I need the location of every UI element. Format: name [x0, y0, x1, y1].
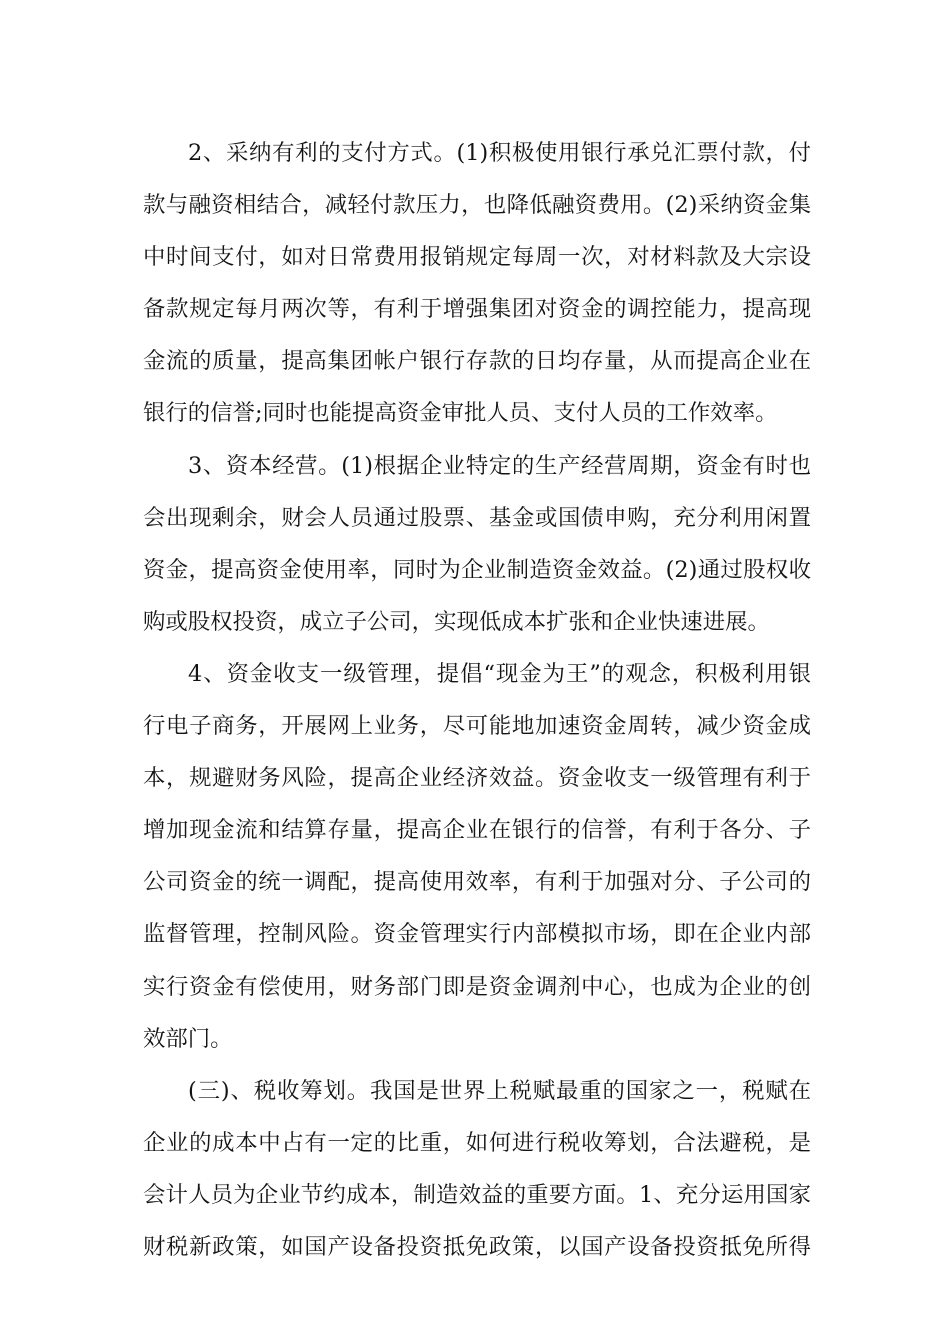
paragraph-2-line-2: 会出现剩余，财会人员通过股票、基金或国债申购，充分利用闲置	[143, 504, 811, 531]
paragraph-4-line-2: 企业的成本中占有一定的比重，如何进行税收筹划，合法避税，是	[143, 1129, 811, 1156]
paragraph-1-line-5: 金流的质量，提高集团帐户银行存款的日均存量，从而提高企业在	[143, 348, 811, 375]
paragraph-2-line-4: 购或股权投资，成立子公司，实现低成本扩张和企业快速进展。	[143, 608, 770, 635]
body-text	[143, 127, 811, 1273]
paragraph-3-line-4: 增加现金流和结算存量，提高企业在银行的信誉，有利于各分、子	[143, 817, 811, 844]
paragraph-1-line-6: 银行的信誉;同时也能提高资金审批人员、支付人员的工作效率。	[143, 400, 778, 427]
paragraph-3-line-6: 监督管理，控制风险。资金管理实行内部模拟市场，即在企业内部	[143, 921, 811, 948]
paragraph-4-line-1: (三)、税收筹划。我国是世界上税赋最重的国家之一，税赋在	[188, 1077, 811, 1104]
paragraph-4-line-3: 会计人员为企业节约成本，制造效益的重要方面。1、充分运用国家	[143, 1181, 811, 1208]
paragraph-2-line-1: 3、资本经营。(1)根据企业特定的生产经营周期，资金有时也	[188, 452, 811, 479]
paragraph-4-line-4: 财税新政策，如国产设备投资抵免政策，以国产设备投资抵免所得	[143, 1233, 811, 1260]
paragraph-3-line-7: 实行资金有偿使用，财务部门即是资金调剂中心，也成为企业的创	[143, 973, 811, 1000]
paragraph-1-line-2: 款与融资相结合，减轻付款压力，也降低融资费用。(2)采纳资金集	[143, 192, 811, 219]
paragraph-3-line-2: 行电子商务，开展网上业务，尽可能地加速资金周转，减少资金成	[143, 713, 811, 740]
paragraph-1-line-1: 2、采纳有利的支付方式。(1)积极使用银行承兑汇票付款，付	[188, 140, 811, 166]
paragraph-1-line-3: 中时间支付，如对日常费用报销规定每周一次，对材料款及大宗设	[143, 244, 811, 271]
paragraph-1-line-4: 备款规定每月两次等，有利于增强集团对资金的调控能力，提高现	[143, 296, 811, 323]
paragraph-2-line-3: 资金，提高资金使用率，同时为企业制造资金效益。(2)通过股权收	[143, 556, 811, 583]
paragraph-3-line-3: 本，规避财务风险，提高企业经济效益。资金收支一级管理有利于	[143, 765, 811, 792]
paragraph-3-line-1: 4、资金收支一级管理，提倡“现金为王”的观念，积极利用银	[188, 660, 811, 687]
paragraph-3-line-5: 公司资金的统一调配，提高使用效率，有利于加强对分、子公司的	[143, 869, 811, 896]
paragraph-3-line-8: 效部门。	[143, 1025, 233, 1052]
